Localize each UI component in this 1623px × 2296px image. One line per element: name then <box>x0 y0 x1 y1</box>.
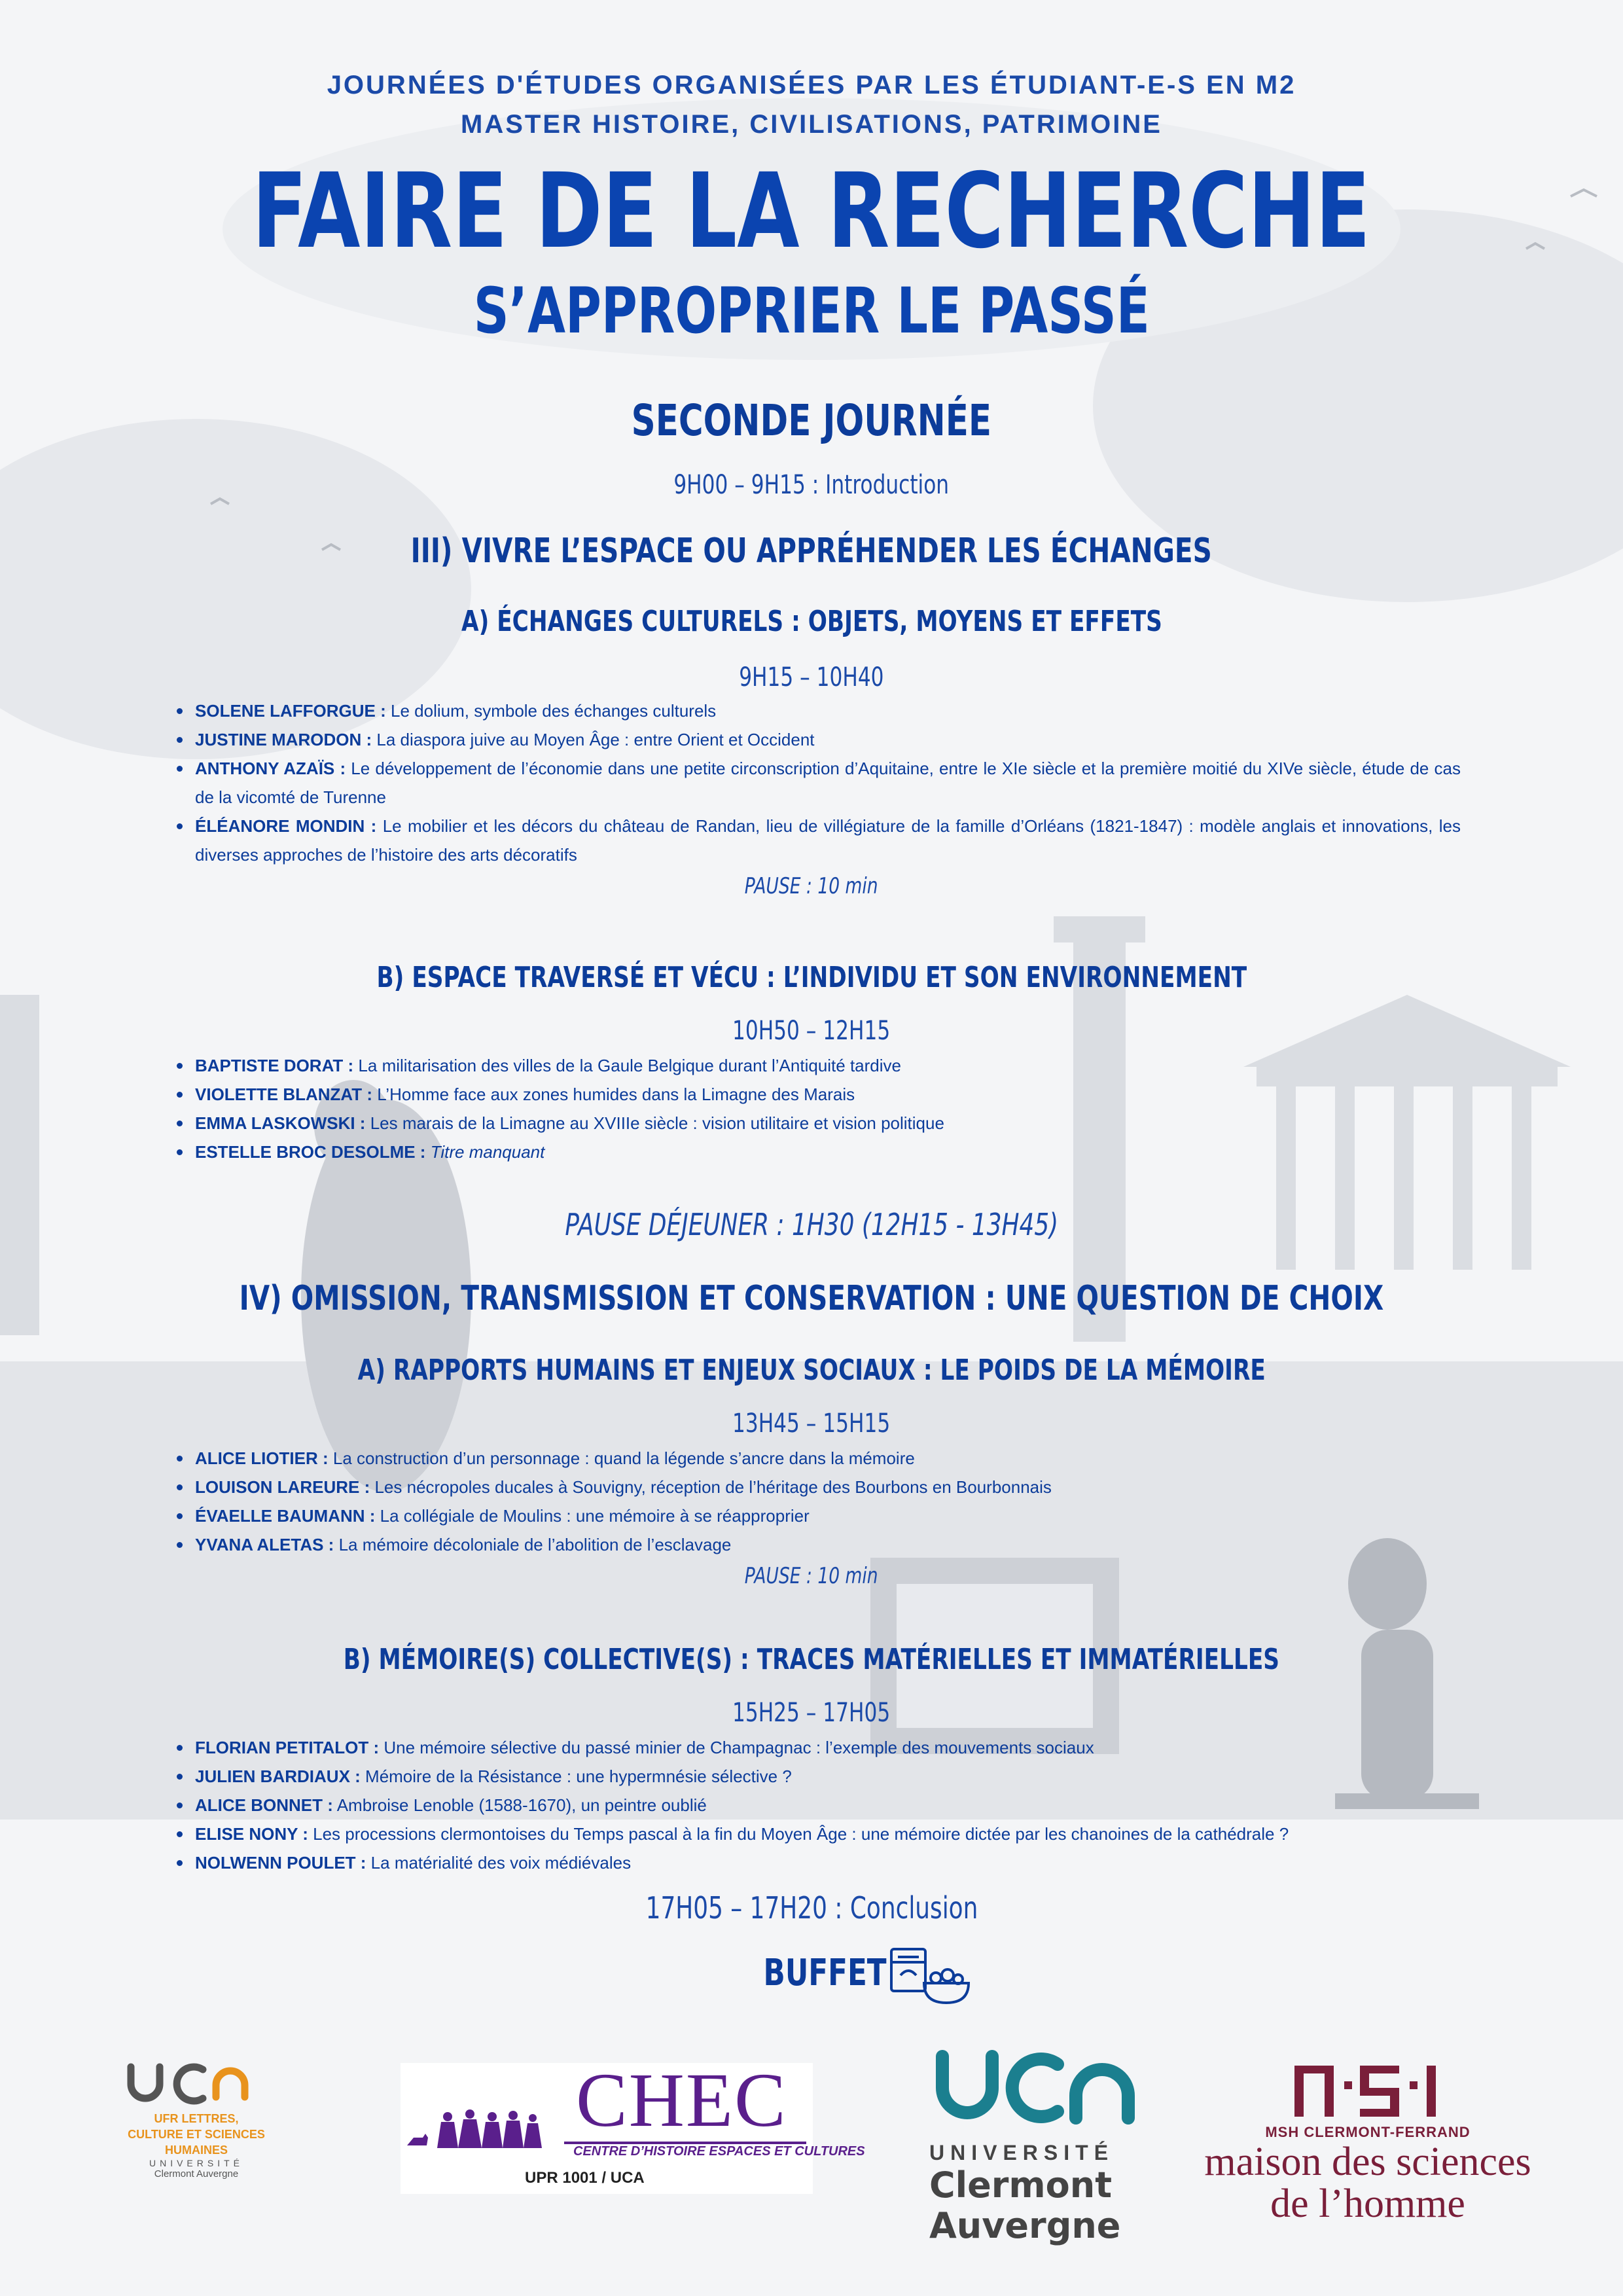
day-heading <box>0 395 1623 446</box>
speaker-name: ANTHONY AZAÏS : <box>195 759 346 778</box>
talk-title: Les processions clermontoises du Temps pascal à la fin du Moyen Âge : une mémoire dictée par les chanoines de la cathédrale ? <box>313 1824 1289 1844</box>
part4-sectionB-title-text: B) MÉMOIRE(S) COLLECTIVE(S) : TRACES MATÉRIELLES ET IMMATÉRIELLES <box>343 1643 1280 1676</box>
talk-title: Mémoire de la Résistance : une hypermnésie sélective ? <box>365 1767 792 1786</box>
intro-time <box>0 470 1623 500</box>
list-item <box>175 1138 1461 1166</box>
list-item <box>175 1762 1461 1791</box>
part3-sectionA-title <box>0 605 1623 638</box>
uca-line-1: UNIVERSITÉ <box>929 2141 1115 2164</box>
talk-title: La militarisation des villes de la Gaule Belgique durant l’Antiquité tardive <box>358 1056 901 1075</box>
ufr-sub-2: Clermont Auvergne <box>154 2168 239 2179</box>
part4-sectionA-title <box>0 1354 1623 1387</box>
list-item <box>175 1444 1461 1473</box>
list-item <box>175 1080 1461 1109</box>
ufr-line-2: CULTURE ET SCIENCES <box>128 2128 265 2141</box>
speaker-name: NOLWENN POULET : <box>195 1853 366 1873</box>
part4-sectionA-list <box>175 1444 1461 1559</box>
buffet-label <box>746 1952 904 1994</box>
talk-title: La construction d’un personnage : quand la légende s’ancre dans la mémoire <box>332 1448 915 1468</box>
list-item <box>175 725 1461 754</box>
speaker-name: YVANA ALETAS : <box>195 1535 334 1554</box>
conclusion-text: 17H05 – 17H20 : Conclusion <box>645 1890 978 1926</box>
uca-mark-icon <box>929 2045 1139 2130</box>
part4-sectionA-time-text: 13H45 – 15H15 <box>732 1408 891 1439</box>
part3-sectionA-title-text: A) ÉCHANGES CULTURELS : OBJETS, MOYENS ET EFFETS <box>461 605 1162 638</box>
list-item <box>175 1820 1461 1848</box>
conclusion-time <box>0 1890 1623 1926</box>
part4-title-text: IV) OMISSION, TRANSMISSION ET CONSERVATION : UNE QUESTION DE CHOIX <box>239 1279 1384 1318</box>
pause-text-2: PAUSE : 10 min <box>745 1563 878 1589</box>
talk-title: La collégiale de Moulins : une mémoire à se réapproprier <box>380 1506 810 1526</box>
part4-title <box>0 1279 1623 1318</box>
part4-sectionB-time <box>0 1698 1623 1728</box>
list-item <box>175 1109 1461 1138</box>
speaker-name: ELISE NONY : <box>195 1824 308 1844</box>
talk-title: La matérialité des voix médiévales <box>370 1853 632 1873</box>
speaker-name: FLORIAN PETITALOT : <box>195 1738 380 1757</box>
list-item <box>175 1791 1461 1820</box>
talk-title: Le développement de l’économie dans une petite circonscription d’Aquitaine, entre le XIe siècle et la première moitié du XIVe siècle, étude de cas de la vicomté de Turenne <box>195 759 1461 807</box>
speaker-name: ALICE LIOTIER : <box>195 1448 329 1468</box>
chec-logo <box>401 2057 865 2194</box>
part3-sectionB-time <box>0 1016 1623 1046</box>
pause-label-1 <box>0 873 1623 899</box>
msh-name-line-2: de l’homme <box>1270 2181 1465 2226</box>
uca-logo <box>929 2045 1139 2246</box>
part3-title <box>0 531 1623 571</box>
msh-logo <box>1191 2062 1544 2232</box>
msh-small-label: MSH CLERMONT-FERRAND <box>1265 2124 1471 2140</box>
food-tray-icon <box>889 1944 974 2009</box>
part3-title-text: III) VIVRE L’ESPACE OU APPRÉHENDER LES ÉCHANGES <box>410 531 1213 571</box>
talk-title: Titre manquant <box>430 1142 545 1162</box>
figures-silhouette-icon <box>404 2106 562 2159</box>
talk-title: Une mémoire sélective du passé minier de Champagnac : l’exemple des mouvements sociaux <box>383 1738 1094 1757</box>
chec-line: CENTRE D’HISTOIRE ESPACES ET CULTURES <box>573 2144 865 2159</box>
part4-sectionA-title-text: A) RAPPORTS HUMAINS ET ENJEUX SOCIAUX : LE POIDS DE LA MÉMOIRE <box>357 1354 1266 1387</box>
header-line-2: MASTER HISTOIRE, CIVILISATIONS, PATRIMOINE <box>461 110 1162 139</box>
part4-sectionB-title <box>0 1643 1623 1676</box>
uca-small-mark-icon <box>118 2055 275 2108</box>
ufr-line-1: UFR LETTRES, <box>154 2112 239 2125</box>
talk-title: Les marais de la Limagne au XVIIIe siècle : vision utilitaire et vision politique <box>370 1113 944 1133</box>
list-item <box>175 1473 1461 1501</box>
part3-sectionB-title <box>0 961 1623 994</box>
list-item <box>175 1501 1461 1530</box>
speaker-name: VIOLETTE BLANZAT : <box>195 1085 373 1104</box>
lunch-break <box>0 1207 1623 1242</box>
pause-label-2 <box>0 1563 1623 1589</box>
uca-line-2: Clermont <box>929 2164 1113 2206</box>
part3-sectionA-time <box>0 662 1623 692</box>
buffet-text: BUFFET <box>763 1952 887 1994</box>
chec-name: CHEC <box>576 2057 787 2143</box>
lunch-break-text: PAUSE DÉJEUNER : 1H30 (12H15 - 13H45) <box>565 1207 1058 1242</box>
talk-title: Les nécropoles ducales à Souvigny, réception de l’héritage des Bourbons en Bourbonnais <box>374 1477 1052 1497</box>
ufr-line-3: HUMAINES <box>164 2144 228 2157</box>
msh-name-line-1: maison des sciences <box>1204 2140 1531 2184</box>
main-title-text: FAIRE DE LA RECHERCHE <box>252 151 1371 272</box>
part3-sectionB-time-text: 10H50 – 12H15 <box>732 1016 891 1046</box>
part3-sectionB-title-text: B) ESPACE TRAVERSÉ ET VÉCU : L’INDIVIDU ET SON ENVIRONNEMENT <box>376 961 1247 994</box>
subtitle <box>0 275 1623 347</box>
part4-sectionB-list <box>175 1733 1461 1877</box>
list-item <box>175 1733 1461 1762</box>
speaker-name: ÉLÉANORE MONDIN : <box>195 816 377 836</box>
talk-title: Le mobilier et les décors du château de Randan, lieu de villégiature de la famille d’Orléans (1821-1847) : modèle anglais et innovations, les diverses approches de l’histoire des arts décoratifs <box>195 816 1461 865</box>
list-item <box>175 754 1461 812</box>
main-title <box>0 151 1623 272</box>
speaker-name: BAPTISTE DORAT : <box>195 1056 354 1075</box>
uca-line-3: Auvergne <box>929 2205 1121 2246</box>
list-item <box>175 1051 1461 1080</box>
subtitle-text: S’APPROPRIER LE PASSÉ <box>473 274 1150 348</box>
talk-title: La diaspora juive au Moyen Âge : entre Orient et Occident <box>376 730 815 749</box>
speaker-name: EMMA LASKOWSKI : <box>195 1113 366 1133</box>
speaker-name: JUSTINE MARODON : <box>195 730 372 749</box>
pause-text-1: PAUSE : 10 min <box>745 873 878 899</box>
msh-mark-icon <box>1289 2062 1446 2121</box>
ufr-sub-1: UNIVERSITÉ <box>149 2158 243 2168</box>
header-line-1: JOURNÉES D'ÉTUDES ORGANISÉES PAR LES ÉTUDIANT-E-S EN M2 <box>327 71 1296 99</box>
day-text: SECONDE JOURNÉE <box>631 395 992 446</box>
intro-text: 9H00 – 9H15 : Introduction <box>673 470 950 500</box>
part3-sectionA-list <box>175 696 1461 869</box>
speaker-name: JULIEN BARDIAUX : <box>195 1767 361 1786</box>
speaker-name: SOLENE LAFFORGUE : <box>195 701 386 721</box>
list-item <box>175 1848 1461 1877</box>
talk-title: Ambroise Lenoble (1588-1670), un peintre oublié <box>336 1795 707 1815</box>
chec-upr: UPR 1001 / UCA <box>525 2169 645 2187</box>
ufr-lettres-logo <box>118 2055 275 2186</box>
list-item <box>175 812 1461 869</box>
part4-sectionA-time <box>0 1408 1623 1439</box>
talk-title: Le dolium, symbole des échanges culturels <box>391 701 717 721</box>
part4-sectionB-time-text: 15H25 – 17H05 <box>732 1698 891 1728</box>
speaker-name: ÉVAELLE BAUMANN : <box>195 1506 376 1526</box>
speaker-name: ESTELLE BROC DESOLME : <box>195 1142 426 1162</box>
part3-sectionB-list <box>175 1051 1461 1166</box>
speaker-name: LOUISON LAREURE : <box>195 1477 370 1497</box>
speaker-name: ALICE BONNET : <box>195 1795 333 1815</box>
part3-sectionA-time-text: 9H15 – 10H40 <box>739 662 884 692</box>
talk-title: La mémoire décoloniale de l’abolition de l’esclavage <box>338 1535 732 1554</box>
list-item <box>175 1530 1461 1559</box>
talk-title: L’Homme face aux zones humides dans la Limagne des Marais <box>377 1085 855 1104</box>
list-item <box>175 696 1461 725</box>
